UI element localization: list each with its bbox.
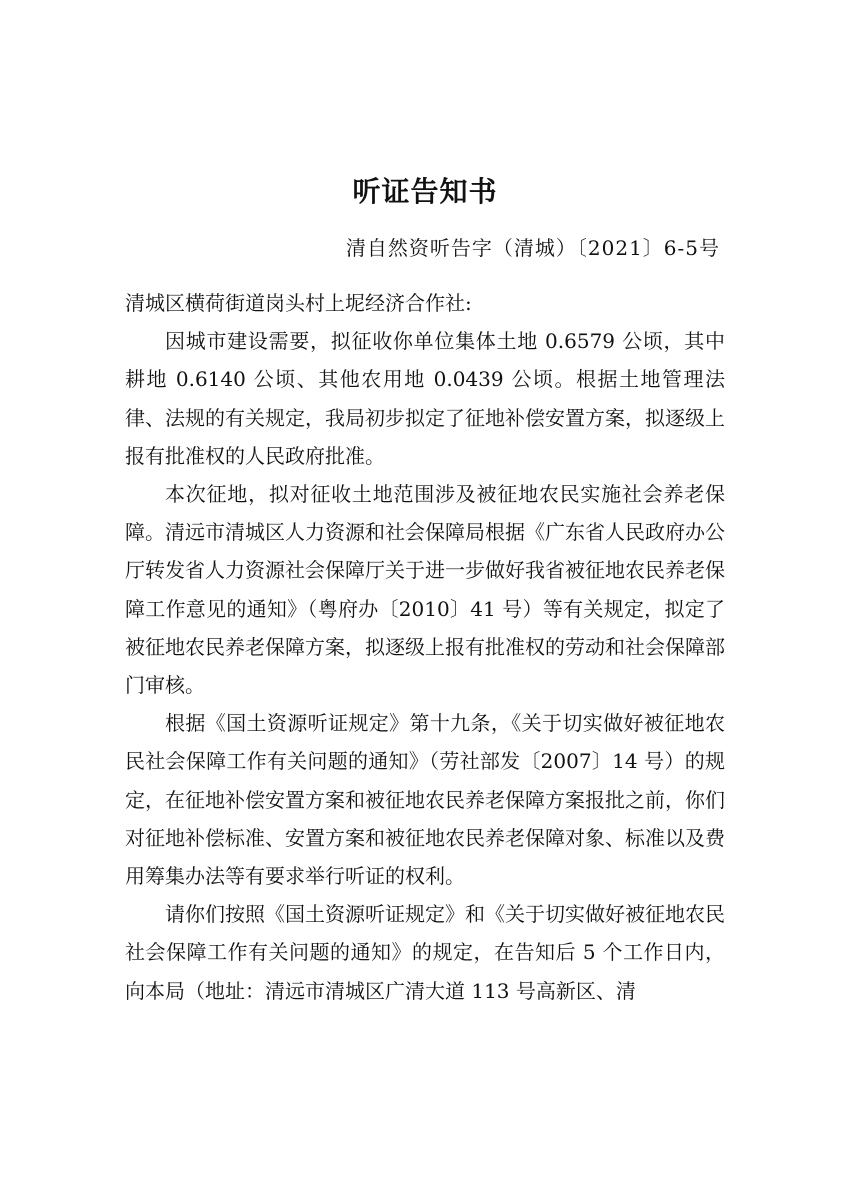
body-paragraph-4: 请你们按照《国土资源听证规定》和《关于切实做好被征地农民社会保障工作有关问题的通知》的规定，在告知后 5 个工作日内，向本局（地址：清远市清城区广清大道 113 号高新区、清: [125, 902, 725, 1003]
document-number: 清自然资听告字（清城）〔2021〕6-5号: [345, 236, 720, 260]
document-title: 听证告知书: [352, 175, 498, 208]
body-paragraph-2: 本次征地，拟对征收土地范围涉及被征地农民实施社会养老保障。清远市清城区人力资源和社会保障局根据《广东省人民政府办公厅转发省人力资源社会保障厅关于进一步做好我省被征地农民养老保障工作意见的通知》（粤府办〔2010〕41 号）等有关规定，拟定了被征地农民养老保障方案，拟逐级上报有批准权的劳动和社会保障部门审核。: [125, 482, 725, 698]
body-paragraph-3: 根据《国土资源听证规定》第十九条，《关于切实做好被征地农民社会保障工作有关问题的通知》（劳社部发〔2007〕14 号）的规定，在征地补偿安置方案和被征地农民养老保障方案报批之前，你们对征地补偿标准、安置方案和被征地农民养老保障对象、标准以及费用筹集办法等有要求举行听证的权利。: [125, 711, 725, 889]
body-paragraph-1: 因城市建设需要，拟征收你单位集体土地 0.6579 公顷，其中耕地 0.6140 公顷、其他农用地 0.0439 公顷。根据土地管理法律、法规的有关规定，我局初步拟定了征地补偿安置方案，拟逐级上报有批准权的人民政府批准。: [125, 329, 725, 468]
document-body: [125, 284, 725, 1010]
addressee-line: 清城区横荷街道岗头村上坭经济合作社:: [125, 291, 472, 315]
